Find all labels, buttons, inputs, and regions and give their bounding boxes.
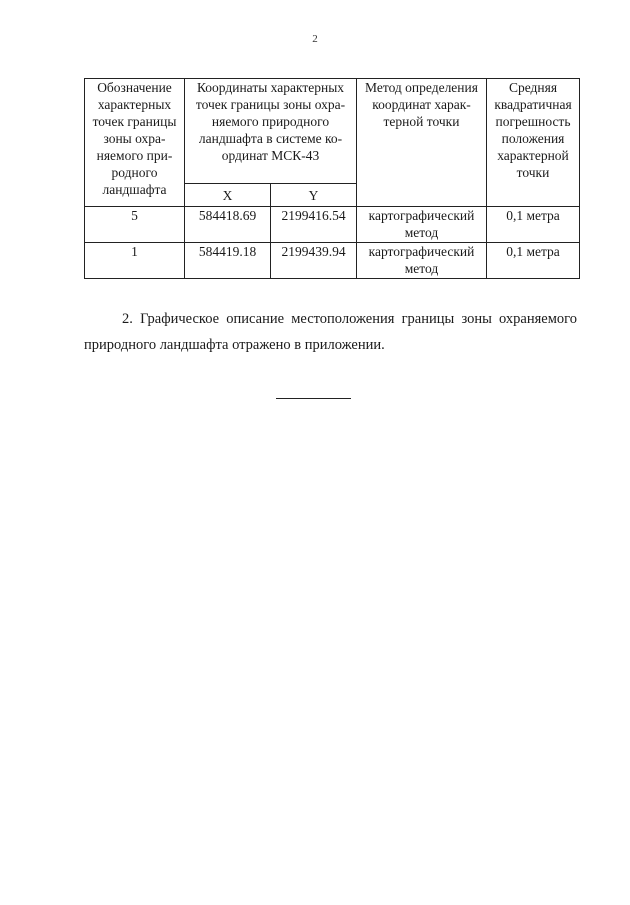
cell-x: 584419.18	[185, 243, 271, 279]
cell-y: 2199416.54	[271, 207, 357, 243]
cell-y: 2199439.94	[271, 243, 357, 279]
header-coordinates: Координаты характерных точек границы зоны охра-няемого природного ландшафта в системе ко-ординат МСК-43	[185, 79, 357, 184]
header-error: Средняя квадратичная погрешность положения характерной точки	[487, 79, 580, 207]
header-y: Y	[271, 184, 357, 207]
cell-point: 1	[85, 243, 185, 279]
header-x: X	[185, 184, 271, 207]
header-designation: Обозначение характерных точек границы зоны охра-няемого при-родного ландшафта	[85, 79, 185, 207]
page-number: 2	[312, 33, 318, 45]
table-header-row	[85, 79, 580, 184]
cell-point: 5	[85, 207, 185, 243]
cell-x: 584418.69	[185, 207, 271, 243]
cell-method: картографический метод	[357, 243, 487, 279]
table-row	[85, 207, 580, 243]
cell-method: картографический метод	[357, 207, 487, 243]
header-method: Метод определения координат харак-терной точки	[357, 79, 487, 207]
table-row	[85, 243, 580, 279]
coordinates-table	[84, 78, 580, 279]
closing-rule	[276, 398, 351, 399]
cell-error: 0,1 метра	[487, 207, 580, 243]
body-paragraph: 2. Графическое описание местоположения границы зоны охраняемого природного ландшафта отражено в приложении.	[84, 311, 577, 353]
cell-error: 0,1 метра	[487, 243, 580, 279]
